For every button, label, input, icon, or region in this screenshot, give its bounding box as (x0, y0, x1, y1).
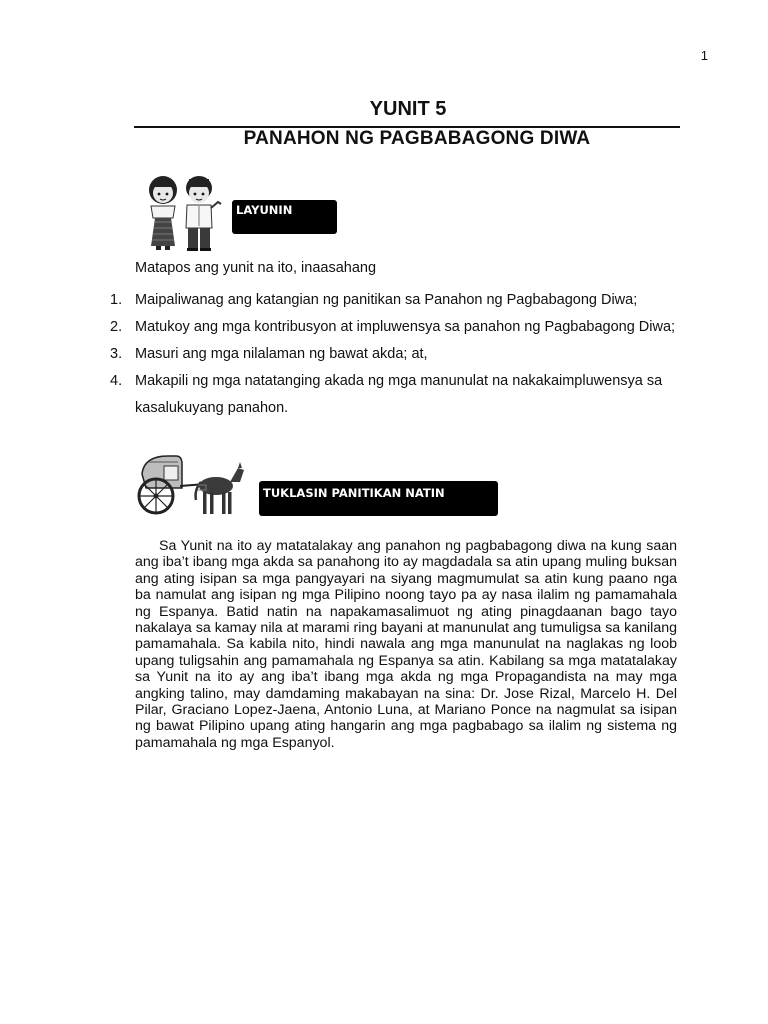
list-item (110, 287, 700, 314)
list-item (110, 314, 700, 341)
list-item-text: Makapili ng mga natatanging akada ng mga manunulat na nakakaimpluwensya sa kasalukuyang panahon. (135, 373, 663, 416)
list-item-text: Masuri ang mga nilalaman ng bawat akda; at, (135, 346, 428, 362)
boy-figure (186, 176, 221, 251)
filipino-children-icon (142, 170, 226, 254)
layunin-label: LAYUNIN (232, 200, 337, 234)
list-item-number: 3. (110, 346, 123, 362)
page-number: 1 (700, 48, 708, 63)
kalesa-carriage-icon (136, 452, 248, 518)
list-item (110, 341, 700, 368)
page-title: PANAHON NG PAGBABAGONG DIWA (243, 128, 591, 149)
objectives-intro: Matapos ang yunit na ito, inaasahang (135, 260, 377, 276)
body-paragraph: Sa Yunit na ito ay matatalakay ang panahon ng pagbabagong diwa na kung saan ang iba’t ibang mga akda sa panahong ito ay magdadala sa atin upang muling buksan ang ating isipan sa mga pangyayari na siyang magmumulat sa atin kung paano nga ba namulat ang isipan ng mga Pilipino noong tayo pa ay nasa ilalim ng pamamahala ng Espanya. Batid natin na napakamasalimuot ng ating pinagdaanan bago tayo nakalaya sa kamay nila at marami ring bayani at manunulat ang tumuligsa sa kanilang pamamahala. Sa kabila nito, hindi nawala ang mga manunulat na naglakas ng loob upang tuligsahin ang pamamahala ng Espanya sa atin. Kabilang sa mga matatalakay sa Yunit na ito ay ang iba’t ibang mga akda ng mga Propagandista na may mga angking talino, may damdaming makabayan na sina: Dr. Jose Rizal, Marcelo H. Del Pilar, Graciano Lopez-Jaena, Antonio Luna, at Mariano Ponce na nagmulat sa isipan ng bawat Pilipino upang ating hangarin ang mga pagbabago sa ilalim ng sistema ng pamamahala ng mga Espanyol. (135, 538, 677, 751)
tuklasin-label: TUKLASIN PANITIKAN NATIN (259, 481, 498, 516)
list-item (110, 368, 700, 422)
list-item-text: Maipaliwanag ang katangian ng panitikan sa Panahon ng Pagbabagong Diwa; (135, 292, 638, 308)
unit-title: YUNIT 5 (369, 98, 447, 120)
list-item-number: 4. (110, 373, 123, 389)
list-item-number: 1. (110, 292, 123, 308)
girl-figure (149, 176, 177, 250)
list-item-number: 2. (110, 319, 123, 335)
objectives-list (110, 287, 700, 422)
list-item-text: Matukoy ang mga kontribusyon at impluwensya sa panahon ng Pagbabagong Diwa; (135, 319, 676, 335)
